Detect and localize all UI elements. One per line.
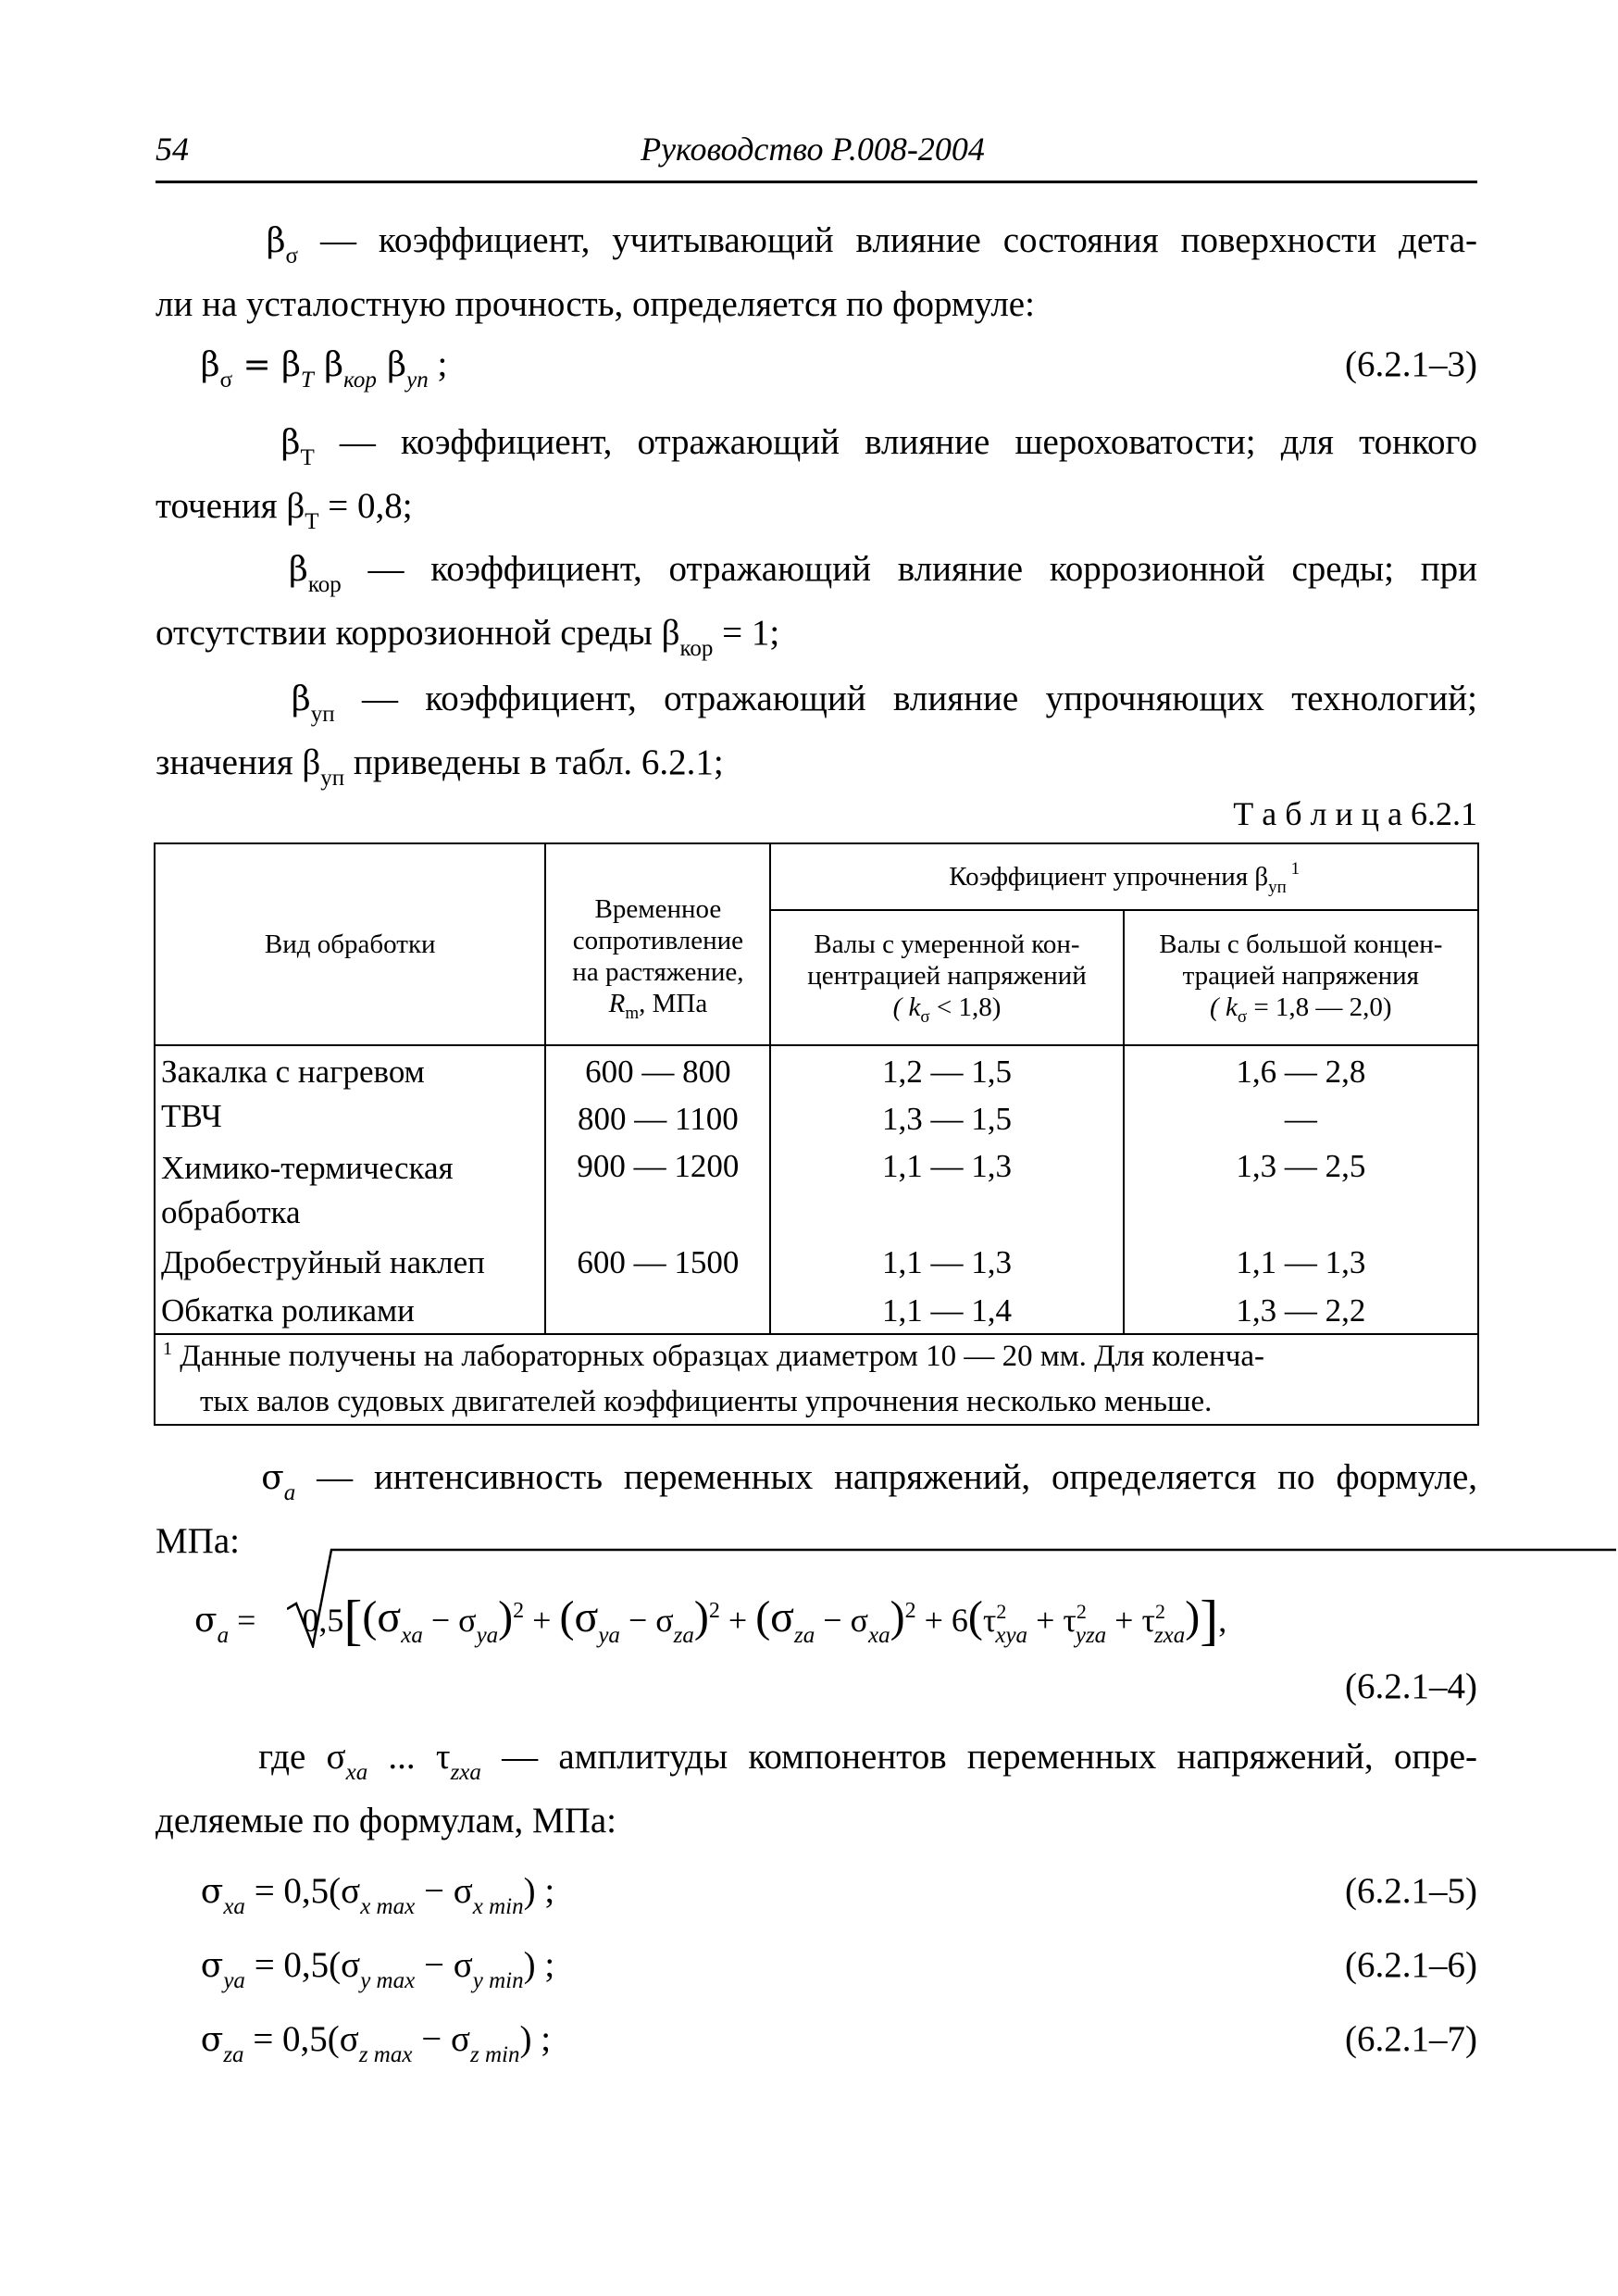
symbol: = β xyxy=(232,346,301,384)
header-label: трацией напряжения xyxy=(1182,961,1419,991)
table-caption: Т а б л и ц а 6.2.1 xyxy=(1233,795,1477,832)
superscript: 2 xyxy=(904,1599,916,1623)
text: ) ; xyxy=(523,1871,555,1911)
text: (σ xyxy=(755,1592,795,1641)
equation-6-2-1-7 xyxy=(156,2010,1477,2074)
subscript: a xyxy=(217,1623,230,1648)
subscript: кор xyxy=(307,572,342,597)
subscript: σ xyxy=(920,1007,930,1027)
cell-value: 1,1 — 1,3 xyxy=(881,1244,1012,1280)
page-number: 54 xyxy=(156,131,189,168)
text: — коэффициент, отражающий влияние шероховатости; для тонкого xyxy=(314,422,1477,462)
equation-number: (6.2.1–7) xyxy=(1345,2019,1477,2059)
subscript: xya xyxy=(995,1623,1028,1648)
text: (σ xyxy=(362,1592,402,1641)
equation-6-2-1-3 xyxy=(156,335,1477,399)
text: ) ; xyxy=(523,1945,555,1985)
text: — коэффициент, учитывающий влияние состояния поверхности дета- xyxy=(298,220,1478,260)
text: Данные получены на лабораторных образцах диаметром 10 — 20 мм. Для коленча- xyxy=(172,1340,1264,1373)
subscript: za xyxy=(673,1623,694,1648)
symbol: R xyxy=(608,989,626,1018)
subscript: a xyxy=(283,1480,296,1505)
text: + xyxy=(1106,1602,1142,1639)
cell-value: 1,3 — 1,5 xyxy=(881,1101,1012,1137)
symbol: σ xyxy=(200,2021,224,2059)
paragraph-line xyxy=(156,1448,1477,1512)
subscript: m xyxy=(625,1004,640,1023)
bracket-close: ] xyxy=(1200,1590,1219,1651)
symbol: β xyxy=(289,551,308,589)
subscript: уп xyxy=(320,766,345,791)
cell-value: 1,3 — 2,5 xyxy=(1236,1148,1366,1184)
superscript: 1 xyxy=(1286,858,1301,879)
header-label xyxy=(552,988,764,1023)
text: − σ xyxy=(415,1945,473,1985)
paragraph-line xyxy=(156,477,1477,541)
text: (σ xyxy=(559,1592,599,1641)
table-cell-high xyxy=(1124,1045,1478,1334)
paragraph-line xyxy=(156,413,1477,477)
text: − σ xyxy=(422,1602,477,1639)
equation-6-2-1-5 xyxy=(156,1862,1477,1926)
paragraph-beta-up xyxy=(156,669,1477,797)
paragraph-line xyxy=(156,669,1477,733)
text: ; xyxy=(428,344,448,384)
text: − σ xyxy=(412,2019,470,2059)
text: 0,5 xyxy=(302,1602,344,1639)
subscript: T xyxy=(305,509,319,534)
text: + xyxy=(719,1602,756,1639)
table-cell-moderate xyxy=(770,1045,1123,1334)
paragraph-beta-sigma xyxy=(156,211,1477,334)
symbol: β xyxy=(280,424,301,462)
subscript: ya xyxy=(598,1623,620,1648)
subscript: уп xyxy=(310,702,335,727)
subscript: уп xyxy=(406,368,429,393)
text: + 6 xyxy=(915,1602,968,1639)
footnote-line xyxy=(163,1336,1472,1381)
paren-open: ( xyxy=(967,1592,983,1641)
subscript: xa xyxy=(223,1894,245,1919)
text: точения β xyxy=(156,486,305,526)
cell-value: 600 — 800 xyxy=(585,1054,731,1090)
paragraph-line: ли на усталостную прочность, определяется по формуле: xyxy=(156,284,1035,324)
cell-value: 600 — 1500 xyxy=(577,1244,740,1280)
header-label: Валы с большой концен- xyxy=(1159,930,1443,959)
text: = xyxy=(229,1602,256,1639)
cell-value: 800 — 1100 xyxy=(578,1101,739,1137)
subscript: z min xyxy=(470,2042,520,2067)
equation-body xyxy=(194,1581,1227,1651)
equation-number: (6.2.1–6) xyxy=(1345,1945,1477,1985)
text: ) xyxy=(890,1592,905,1641)
header-cell-high xyxy=(1124,910,1478,1045)
symbol: β xyxy=(313,346,344,384)
table-cell-treatment xyxy=(155,1045,545,1334)
subscript: x min xyxy=(472,1894,524,1919)
equation-number: (6.2.1–5) xyxy=(1345,1871,1477,1911)
header-label: сопротивление xyxy=(572,926,744,955)
paragraph-amplitudes xyxy=(156,1728,1477,1851)
text: < 1,8) xyxy=(929,992,1002,1022)
subscript: y max xyxy=(360,1968,416,1993)
subscript: yza xyxy=(1075,1623,1107,1648)
cell-value: 1,1 — 1,3 xyxy=(1236,1244,1366,1280)
paragraph-line xyxy=(156,733,1477,797)
table-cell-strength xyxy=(545,1045,770,1334)
cell-value: 1,3 — 2,2 xyxy=(1236,1292,1366,1329)
text: — интенсивность переменных напряжений, определяется по формуле, xyxy=(295,1457,1478,1497)
text: = 0,5(σ xyxy=(243,2019,359,2059)
superscript: 2 xyxy=(513,1599,525,1623)
text: , xyxy=(1218,1602,1227,1639)
subscript: xa xyxy=(401,1623,423,1648)
equation-6-2-1-6 xyxy=(156,1936,1477,2000)
bracket-open: [ xyxy=(343,1590,363,1651)
symbol: σ xyxy=(200,1947,224,1985)
symbol: σ xyxy=(200,1873,224,1911)
symbol: τ xyxy=(1063,1602,1077,1639)
subscript: zxa xyxy=(1153,1623,1186,1648)
text: − σ xyxy=(415,1871,473,1911)
cell-value: 1,1 — 1,3 xyxy=(881,1148,1012,1184)
subscript: T xyxy=(300,368,314,393)
header-label: центрацией напряжений xyxy=(807,961,1087,991)
text: ( k xyxy=(1210,992,1238,1022)
cell-value: Закалка с нагревом xyxy=(161,1054,425,1090)
header-label: Вид обработки xyxy=(264,929,436,959)
header-cell-coefficient xyxy=(770,843,1478,910)
cell-value: — xyxy=(1284,1101,1317,1137)
header-label xyxy=(777,992,1116,1027)
cell-value: Дробеструйный наклеп xyxy=(161,1244,485,1280)
treatment-table xyxy=(154,842,1479,1418)
subscript: za xyxy=(223,2042,244,2067)
document-title: Руководство Р.008-2004 xyxy=(641,131,985,168)
header-rule xyxy=(156,181,1477,183)
subscript: ya xyxy=(223,1968,245,1993)
header-label xyxy=(1130,992,1472,1027)
subscript: σ xyxy=(285,243,299,268)
header-label: Коэффициент упрочнения β xyxy=(949,861,1269,892)
subscript: σ xyxy=(1237,1007,1248,1027)
superscript: 1 xyxy=(163,1339,172,1359)
paragraph-line xyxy=(156,540,1477,604)
text: = 1,8 — 2,0) xyxy=(1247,992,1392,1022)
text: — амплитуды компонентов переменных напряжений, опре- xyxy=(480,1737,1478,1777)
footnote-line: тых валов судовых двигателей коэффициенты упрочнения несколько меньше. xyxy=(200,1385,1213,1418)
symbol: σ xyxy=(261,1459,284,1497)
subscript: σ xyxy=(219,368,233,393)
subscript: xa xyxy=(345,1760,368,1785)
subscript: кор xyxy=(679,636,714,661)
superscript: 2 xyxy=(708,1599,720,1623)
header-label: на растяжение, xyxy=(572,957,744,987)
text: ... τ xyxy=(367,1737,451,1777)
equation-number: (6.2.1–3) xyxy=(1345,344,1477,384)
paragraph-line xyxy=(156,211,1477,275)
text: + xyxy=(524,1602,560,1639)
cell-value: Обкатка роликами xyxy=(161,1292,415,1329)
subscript: zxa xyxy=(450,1760,481,1785)
superscript: 2 xyxy=(1154,1600,1165,1623)
equation-6-2-1-4 xyxy=(194,1546,1490,1651)
text: = 0,5(σ xyxy=(244,1945,361,1985)
subscript: уп xyxy=(1268,877,1287,897)
text: значения β xyxy=(156,742,321,782)
text: , МПа xyxy=(639,989,708,1018)
subscript: za xyxy=(794,1623,815,1648)
superscript: 2 xyxy=(996,1600,1007,1623)
text: − σ xyxy=(619,1602,674,1639)
paragraph-line: деляемые по формулам, МПа: xyxy=(156,1801,617,1841)
cell-value: 1,6 — 2,8 xyxy=(1236,1054,1366,1090)
header-cell-moderate xyxy=(770,910,1123,1045)
subscript: кор xyxy=(343,368,377,393)
symbol: σ xyxy=(194,1602,218,1640)
cell-value: 900 — 1200 xyxy=(577,1148,740,1184)
symbol: β xyxy=(200,346,220,384)
text: где σ xyxy=(258,1737,346,1777)
text: = 1; xyxy=(713,613,780,653)
text: приведены в табл. 6.2.1; xyxy=(344,742,724,782)
cell-value: обработка xyxy=(161,1194,301,1230)
subscript: T xyxy=(300,445,315,470)
text: + xyxy=(1027,1602,1064,1639)
header-label: Временное xyxy=(594,894,722,924)
equation-number-6-2-1-4: (6.2.1–4) xyxy=(1345,1666,1477,1706)
superscript: 2 xyxy=(1076,1600,1087,1623)
paragraph-line: МПа: xyxy=(156,1521,240,1561)
table xyxy=(154,842,1479,1426)
header-cell-strength xyxy=(545,843,770,1045)
text: — коэффициент, отражающий влияние коррозионной среды; при xyxy=(341,549,1478,589)
paren-close: ) xyxy=(1185,1592,1201,1641)
paragraph-beta-t xyxy=(156,413,1477,541)
paragraph-line xyxy=(156,1728,1477,1791)
cell-value: 1,2 — 1,5 xyxy=(881,1054,1012,1090)
text: ) ; xyxy=(519,2019,552,2059)
symbol: τ xyxy=(1141,1602,1155,1639)
symbol: β xyxy=(376,346,407,384)
text: − σ xyxy=(815,1602,868,1639)
text: = 0,8; xyxy=(318,486,413,526)
table-footnote xyxy=(155,1334,1478,1425)
text: ) xyxy=(498,1592,514,1641)
text: ( k xyxy=(892,992,921,1022)
symbol: τ xyxy=(982,1602,997,1639)
paragraph-beta-kor xyxy=(156,540,1477,668)
text: отсутствии коррозионной среды β xyxy=(156,613,680,653)
header-cell-treatment xyxy=(155,843,545,1045)
cell-value: ТВЧ xyxy=(161,1098,222,1134)
header-label: Валы с умеренной кон- xyxy=(814,930,1080,959)
subscript: y min xyxy=(472,1968,524,1993)
symbol: β xyxy=(266,222,286,260)
cell-value: 1,1 — 1,4 xyxy=(881,1292,1012,1329)
subscript: x max xyxy=(360,1894,416,1919)
subscript: z max xyxy=(358,2042,413,2067)
subscript: xa xyxy=(868,1623,890,1648)
subscript: ya xyxy=(476,1623,499,1648)
cell-value: Химико-термическая xyxy=(161,1150,454,1186)
text: = 0,5(σ xyxy=(244,1871,361,1911)
text: ) xyxy=(693,1592,709,1641)
text: — коэффициент, отражающий влияние упрочняющих технологий; xyxy=(334,679,1477,718)
symbol: β xyxy=(291,680,311,718)
paragraph-line xyxy=(156,604,1477,668)
